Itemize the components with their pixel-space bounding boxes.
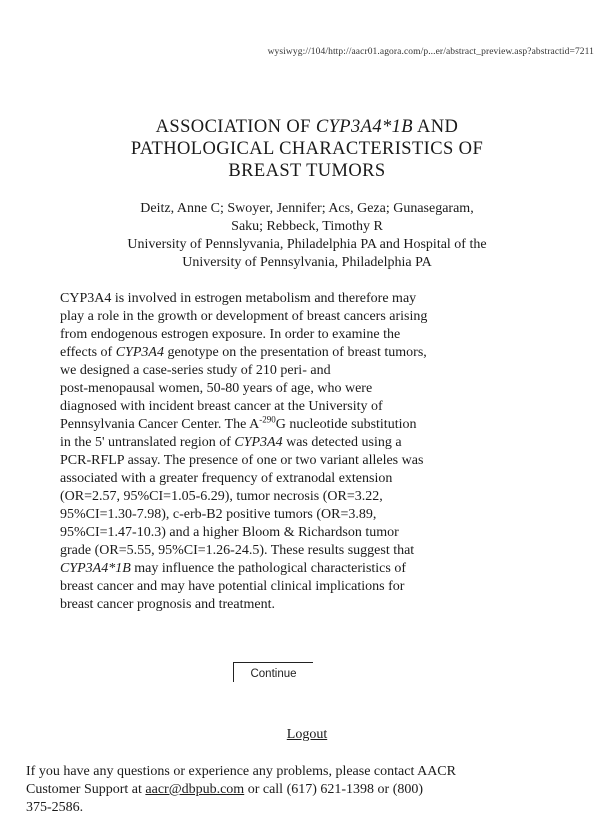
- title-line-2: PATHOLOGICAL CHARACTERISTICS OF: [130, 139, 484, 159]
- abstract-line: breast cancer prognosis and treatment.: [60, 597, 275, 612]
- abstract-line: from endogenous estrogen exposure. In order to examine the: [60, 327, 401, 342]
- title-text: ASSOCIATION OF: [155, 117, 316, 137]
- abstract-line: [60, 344, 560, 362]
- affiliation-line-2: University of Pennsylvania, Philadelphia PA: [182, 255, 432, 270]
- authors-affiliations: [0, 200, 614, 272]
- abstract-line: [60, 434, 560, 452]
- abstract-line: we designed a case-series study of 210 peri- and: [60, 363, 331, 378]
- abstract-line: 95%CI=1.30-7.98), c-erb-B2 positive tumors (OR=3.89,: [60, 507, 377, 522]
- abstract-title: [0, 116, 614, 182]
- abstract-line: PCR-RFLP assay. The presence of one or two variant alleles was: [60, 453, 424, 468]
- abstract-line: (OR=2.57, 95%CI=1.05-6.29), tumor necrosis (OR=3.22,: [60, 489, 383, 504]
- abstract-text: may influence the pathological characteristics of: [130, 561, 406, 576]
- abstract-text: in the 5' untranslated region of: [60, 435, 235, 450]
- abstract-text: G nucleotide substitution: [275, 417, 417, 432]
- title-line-1: [0, 116, 614, 138]
- support-text: or call (617) 621-1398 or (800): [244, 782, 424, 797]
- support-line-2: [26, 781, 606, 799]
- logout-link[interactable]: Logout: [286, 727, 328, 742]
- abstract-line: 95%CI=1.47-10.3) and a higher Bloom & Richardson tumor: [60, 525, 399, 540]
- title-line-3: BREAST TUMORS: [228, 161, 386, 181]
- support-email-link[interactable]: aacr@dbpub.com: [145, 782, 245, 797]
- abstract-gene-name: CYP3A4*1B: [60, 561, 131, 576]
- abstract-gene-name: CYP3A4: [115, 345, 164, 360]
- abstract-body: [60, 290, 560, 614]
- support-line-1: If you have any questions or experience any problems, please contact AACR: [26, 764, 456, 779]
- support-notice: [26, 763, 606, 817]
- abstract-line: associated with a greater frequency of extranodal extension: [60, 471, 393, 486]
- support-text: Customer Support at: [26, 782, 146, 797]
- abstract-text: genotype on the presentation of breast tumors,: [163, 345, 427, 360]
- abstract-line: grade (OR=5.55, 95%CI=1.26-24.5). These results suggest that: [60, 543, 415, 558]
- abstract-text: Pennsylvania Cancer Center. The A: [60, 417, 260, 432]
- abstract-line: [60, 560, 560, 578]
- affiliation-line-1: University of Pennslyvania, Philadelphia PA and Hospital of the: [127, 237, 487, 252]
- abstract-line: post-menopausal women, 50-80 years of age, who were: [60, 381, 373, 396]
- abstract-line: play a role in the growth or development of breast cancers arising: [60, 309, 428, 324]
- abstract-gene-name: CYP3A4: [234, 435, 283, 450]
- abstract-line: breast cancer and may have potential clinical implications for: [60, 579, 405, 594]
- abstract-text: was detected using a: [282, 435, 402, 450]
- continue-button[interactable]: Continue: [233, 662, 313, 682]
- title-gene-name: CYP3A4*1B: [315, 117, 414, 137]
- authors-line-2: Saku; Rebbeck, Timothy R: [231, 219, 383, 234]
- support-line-3: 375-2586.: [26, 800, 84, 815]
- page-url: wysiwyg://104/http://aacr01.agora.com/p...er/abstract_preview.asp?abstractid=7211: [267, 47, 594, 57]
- abstract-superscript: -290: [259, 414, 276, 425]
- logout-container: [0, 727, 614, 743]
- abstract-line: diagnosed with incident breast cancer at the University of: [60, 399, 383, 414]
- abstract-text: effects of: [60, 345, 116, 360]
- abstract-line: [60, 416, 560, 434]
- title-text: AND: [413, 117, 459, 137]
- abstract-line: CYP3A4 is involved in estrogen metabolism and therefore may: [60, 291, 417, 306]
- authors-line-1: Deitz, Anne C; Swoyer, Jennifer; Acs, Geza; Gunasegaram,: [140, 201, 474, 216]
